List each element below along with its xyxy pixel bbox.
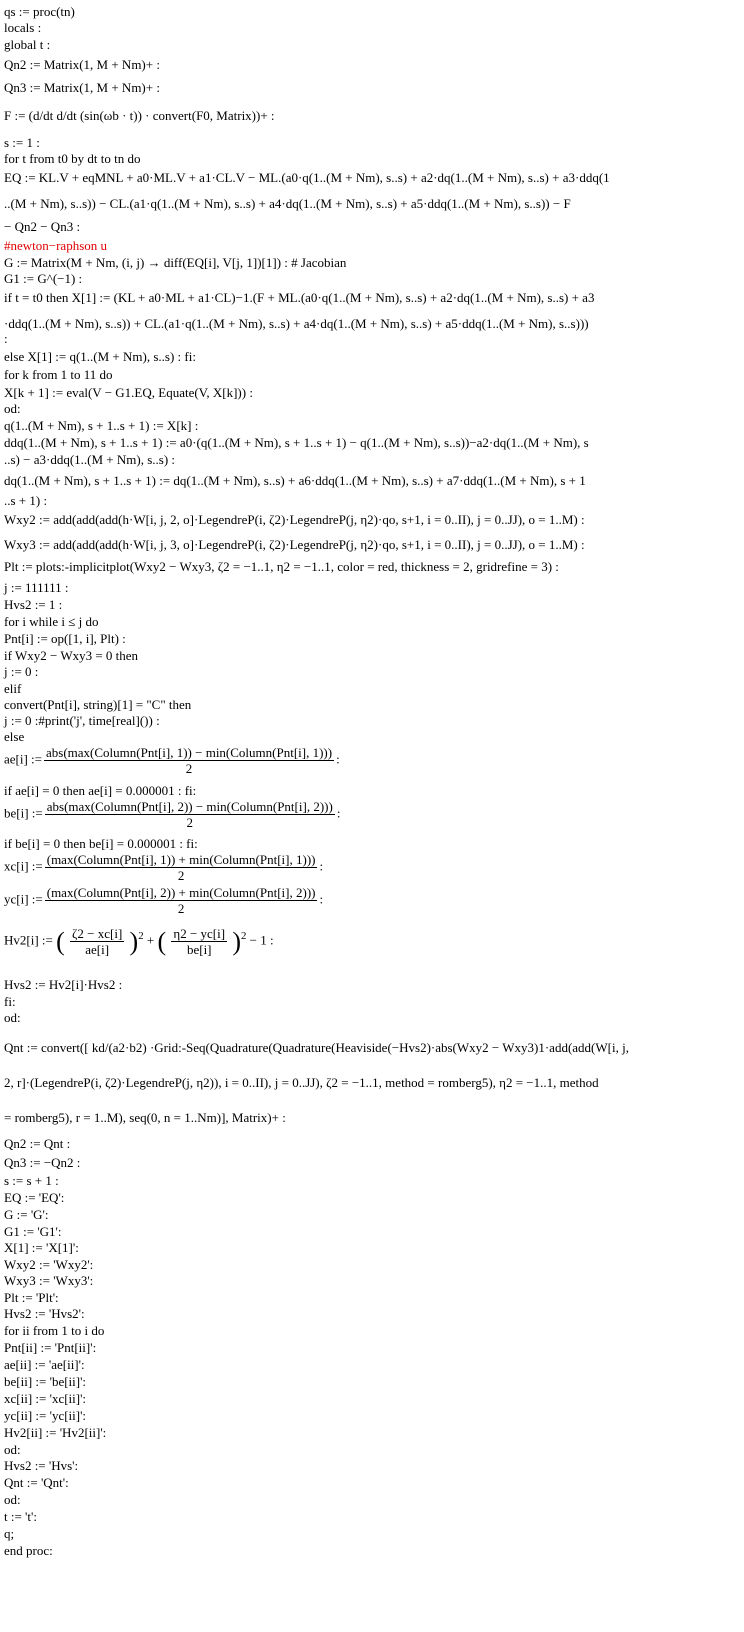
code-line: fi: [4, 994, 16, 1009]
fraction-denominator: 2 [177, 868, 185, 883]
code-line: Wxy2 := 'Wxy2': [4, 1257, 94, 1272]
code-line: s := s + 1 : [4, 1173, 59, 1188]
code-line: ae[ii] := 'ae[ii]': [4, 1357, 85, 1372]
code-line: be[ii] := 'be[ii]': [4, 1374, 87, 1389]
code-line: od: [4, 1442, 21, 1457]
code-line: j := 0 :#print('j', time[real]()) : [4, 713, 160, 728]
code-line: Qnt := 'Qnt': [4, 1475, 69, 1490]
code-line: Wxy3 := add(add(add(h·W[i, j, 3, o]·LegendreP(i, ζ2)·LegendreP(j, η2)·qo, s+1, i = 0..II), j = 0..JJ), o = 1..M) : [4, 537, 585, 552]
code-line: Hvs2 := 1 : [4, 597, 63, 612]
code-line: Hv2[ii] := 'Hv2[ii]': [4, 1425, 107, 1440]
code-line: global t : [4, 37, 51, 52]
fraction-numerator: abs(max(Column(Pnt[i], 1)) − min(Column(Pnt[i], 1))) [46, 745, 333, 760]
code-line: Qn3 := Matrix(1, M + Nm)+ : [4, 80, 160, 95]
fraction-lhs: yc[i] := [4, 891, 43, 907]
code-line: Hvs2 := Hv2[i]·Hvs2 : [4, 977, 123, 992]
fraction-tail: : [336, 805, 341, 821]
hv2-num2: η2 − yc[i] [173, 926, 226, 941]
code-line: od: [4, 401, 21, 416]
fraction-lhs: be[i] := [4, 805, 43, 821]
code-line: ..s) − a3·ddq(1..(M + Nm), s..s) : [4, 452, 176, 467]
fraction-denominator: 2 [185, 761, 193, 776]
code-line: F := (d/dt d/dt (sin(ωb · t)) · convert(F0, Matrix))+ : [4, 108, 275, 123]
code-line: #newton−raphson u [4, 238, 108, 253]
code-line: for i while i ≤ j do [4, 614, 99, 629]
code-line: od: [4, 1010, 21, 1025]
code-line: for k from 1 to 11 do [4, 367, 113, 382]
code-line: locals : [4, 20, 42, 35]
hv2-num1: ζ2 − xc[i] [72, 926, 123, 941]
code-line: xc[ii] := 'xc[ii]': [4, 1391, 87, 1406]
code-line: q; [4, 1526, 15, 1541]
fraction [45, 852, 318, 883]
code-line: ·ddq(1..(M + Nm), s..s)) + CL.(a1·q(1..(M + Nm), s..s) + a4·dq(1..(M + Nm), s..s) + a5·ddq(1..(M + Nm), s..s))) [4, 316, 589, 331]
code-line: Wxy3 := 'Wxy3': [4, 1273, 94, 1288]
fraction-line [4, 852, 323, 883]
hv2-exp-1: 2 [138, 930, 144, 943]
code-line: EQ := KL.V + eqMNL + a0·ML.V + a1·CL.V − ML.(a0·q(1..(M + Nm), s..s) + a2·dq(1..(M + Nm), s..s) + a3·ddq(1 [4, 170, 610, 185]
code-line: else X[1] := q(1..(M + Nm), s..s) : fi: [4, 349, 196, 364]
hv2-tail: − 1 : [249, 932, 274, 948]
code-line: if t = t0 then X[1] := (KL + a0·ML + a1·CL)−1.(F + ML.(a0·q(1..(M + Nm), s..s) + a2·dq(1..(M + Nm), s..s) + a3 [4, 290, 595, 305]
fraction-line [4, 745, 340, 776]
fraction [45, 799, 335, 830]
code-line: if Wxy2 − Wxy3 = 0 then [4, 648, 139, 663]
fraction-tail: : [336, 751, 340, 767]
code-line: convert(Pnt[i], string)[1] = "C" then [4, 697, 192, 712]
code-line: Hvs2 := 'Hvs': [4, 1458, 79, 1473]
code-line: if be[i] = 0 then be[i] = 0.000001 : fi: [4, 836, 198, 851]
code-line: t := 't': [4, 1509, 37, 1524]
code-line: Qnt := convert([ kd/(a2·b2) ·Grid:-Seq(Quadrature(Quadrature(Heaviside(−Hvs2)·abs(Wxy2 − Wxy3)1·add(add(W[i, j, [4, 1040, 629, 1055]
code-line: ddq(1..(M + Nm), s + 1..s + 1) := a0·(q(1..(M + Nm), s + 1..s + 1) − q(1..(M + Nm), s..s))−a2·dq(1..(M + Nm), s [4, 435, 589, 450]
hv2-den1: ae[i] [85, 942, 110, 957]
code-line: G := 'G': [4, 1207, 49, 1222]
hv2-exp-2: 2 [241, 930, 247, 943]
fraction-numerator: (max(Column(Pnt[i], 1)) + min(Column(Pnt[i], 1))) [46, 852, 316, 867]
code-line: X[1] := 'X[1]': [4, 1240, 79, 1255]
code-line: Qn2 := Matrix(1, M + Nm)+ : [4, 57, 160, 72]
code-line: else [4, 729, 25, 744]
code-line: Hvs2 := 'Hvs2': [4, 1306, 85, 1321]
code-line: j := 111111 : [4, 580, 69, 595]
code-line: 2, r]·(LegendreP(i, ζ2)·LegendreP(j, η2)), i = 0..II), j = 0..JJ), ζ2 = −1..1, method = romberg5), η2 = −1..1, method [4, 1075, 599, 1090]
code-line: q(1..(M + Nm), s + 1..s + 1) := X[k] : [4, 418, 199, 433]
code-line: G := Matrix(M + Nm, (i, j) → diff(EQ[i], V[j, 1])[1]) : # Jacobian [4, 255, 347, 270]
fraction-denominator: 2 [186, 815, 194, 830]
code-line: ..s + 1) : [4, 493, 48, 508]
code-line: end proc: [4, 1543, 53, 1558]
fraction-line [4, 799, 340, 830]
code-line: j := 0 : [4, 664, 39, 679]
code-line: Wxy2 := add(add(add(h·W[i, j, 2, o]·LegendreP(i, ζ2)·LegendreP(j, η2)·qo, s+1, i = 0..II), j = 0..JJ), o = 1..M) : [4, 512, 585, 527]
code-line: od: [4, 1492, 21, 1507]
code-line: for t from t0 by dt to tn do [4, 151, 141, 166]
code-line: − Qn2 − Qn3 : [4, 219, 81, 234]
code-line: for ii from 1 to i do [4, 1323, 105, 1338]
code-line: dq(1..(M + Nm), s + 1..s + 1) := dq(1..(M + Nm), s..s) + a6·ddq(1..(M + Nm), s..s) + a7·ddq(1..(M + Nm), s + 1 [4, 473, 586, 488]
code-line: qs := proc(tn) [4, 4, 75, 19]
fraction-tail: : [319, 891, 324, 907]
fraction-line [4, 885, 323, 916]
code-line: Qn2 := Qnt : [4, 1136, 71, 1151]
code-line: ..(M + Nm), s..s)) − CL.(a1·q(1..(M + Nm), s..s) + a4·dq(1..(M + Nm), s..s) + a5·ddq(1..(M + Nm), s..s)) − F [4, 196, 571, 211]
code-line: G1 := 'G1': [4, 1224, 62, 1239]
hv2-den2: be[i] [186, 942, 212, 957]
code-line: = romberg5), r = 1..M), seq(0, n = 1..Nm)], Matrix)+ : [4, 1110, 286, 1125]
hv2-lhs: Hv2[i] := [4, 932, 53, 948]
fraction-lhs: xc[i] := [4, 858, 43, 874]
hv2-fraction-1 [70, 926, 124, 957]
fraction-numerator: abs(max(Column(Pnt[i], 2)) − min(Column(Pnt[i], 2))) [46, 799, 333, 814]
code-line: : [4, 331, 8, 346]
hv2-line: Hv2[i] := ( $\frac{\zeta 2 - xc[i]}{ae[i]}$ )$^2$ + ( $\frac{\eta 2 - yc[i]}{be[i]}$ )$^2$ − 1 : [4, 926, 274, 957]
hv2-fraction-2 [171, 926, 227, 957]
code-line: EQ := 'EQ': [4, 1190, 65, 1205]
code-line: s := 1 : [4, 135, 40, 150]
code-line: Pnt[i] := op([1, i], Plt) : [4, 631, 126, 646]
code-line: Plt := plots:-implicitplot(Wxy2 − Wxy3, ζ2 = −1..1, η2 = −1..1, color = red, thickness = 2, gridrefine = 3) : [4, 559, 559, 574]
fraction [44, 745, 334, 776]
fraction-lhs: ae[i] := [4, 751, 43, 767]
fraction [45, 885, 318, 916]
code-line: elif [4, 681, 22, 696]
code-line: if ae[i] = 0 then ae[i] = 0.000001 : fi: [4, 783, 197, 798]
code-line: Pnt[ii] := 'Pnt[ii]': [4, 1340, 97, 1355]
code-line: Plt := 'Plt': [4, 1290, 59, 1305]
fraction-denominator: 2 [177, 901, 185, 916]
fraction-numerator: (max(Column(Pnt[i], 2)) + min(Column(Pnt[i], 2))) [46, 885, 316, 900]
code-line: X[k + 1] := eval(V − G1.EQ, Equate(V, X[k])) : [4, 385, 253, 400]
code-line: G1 := G^(−1) : [4, 271, 83, 286]
code-line: Qn3 := −Qn2 : [4, 1155, 81, 1170]
code-line: yc[ii] := 'yc[ii]': [4, 1408, 87, 1423]
fraction-tail: : [319, 858, 324, 874]
